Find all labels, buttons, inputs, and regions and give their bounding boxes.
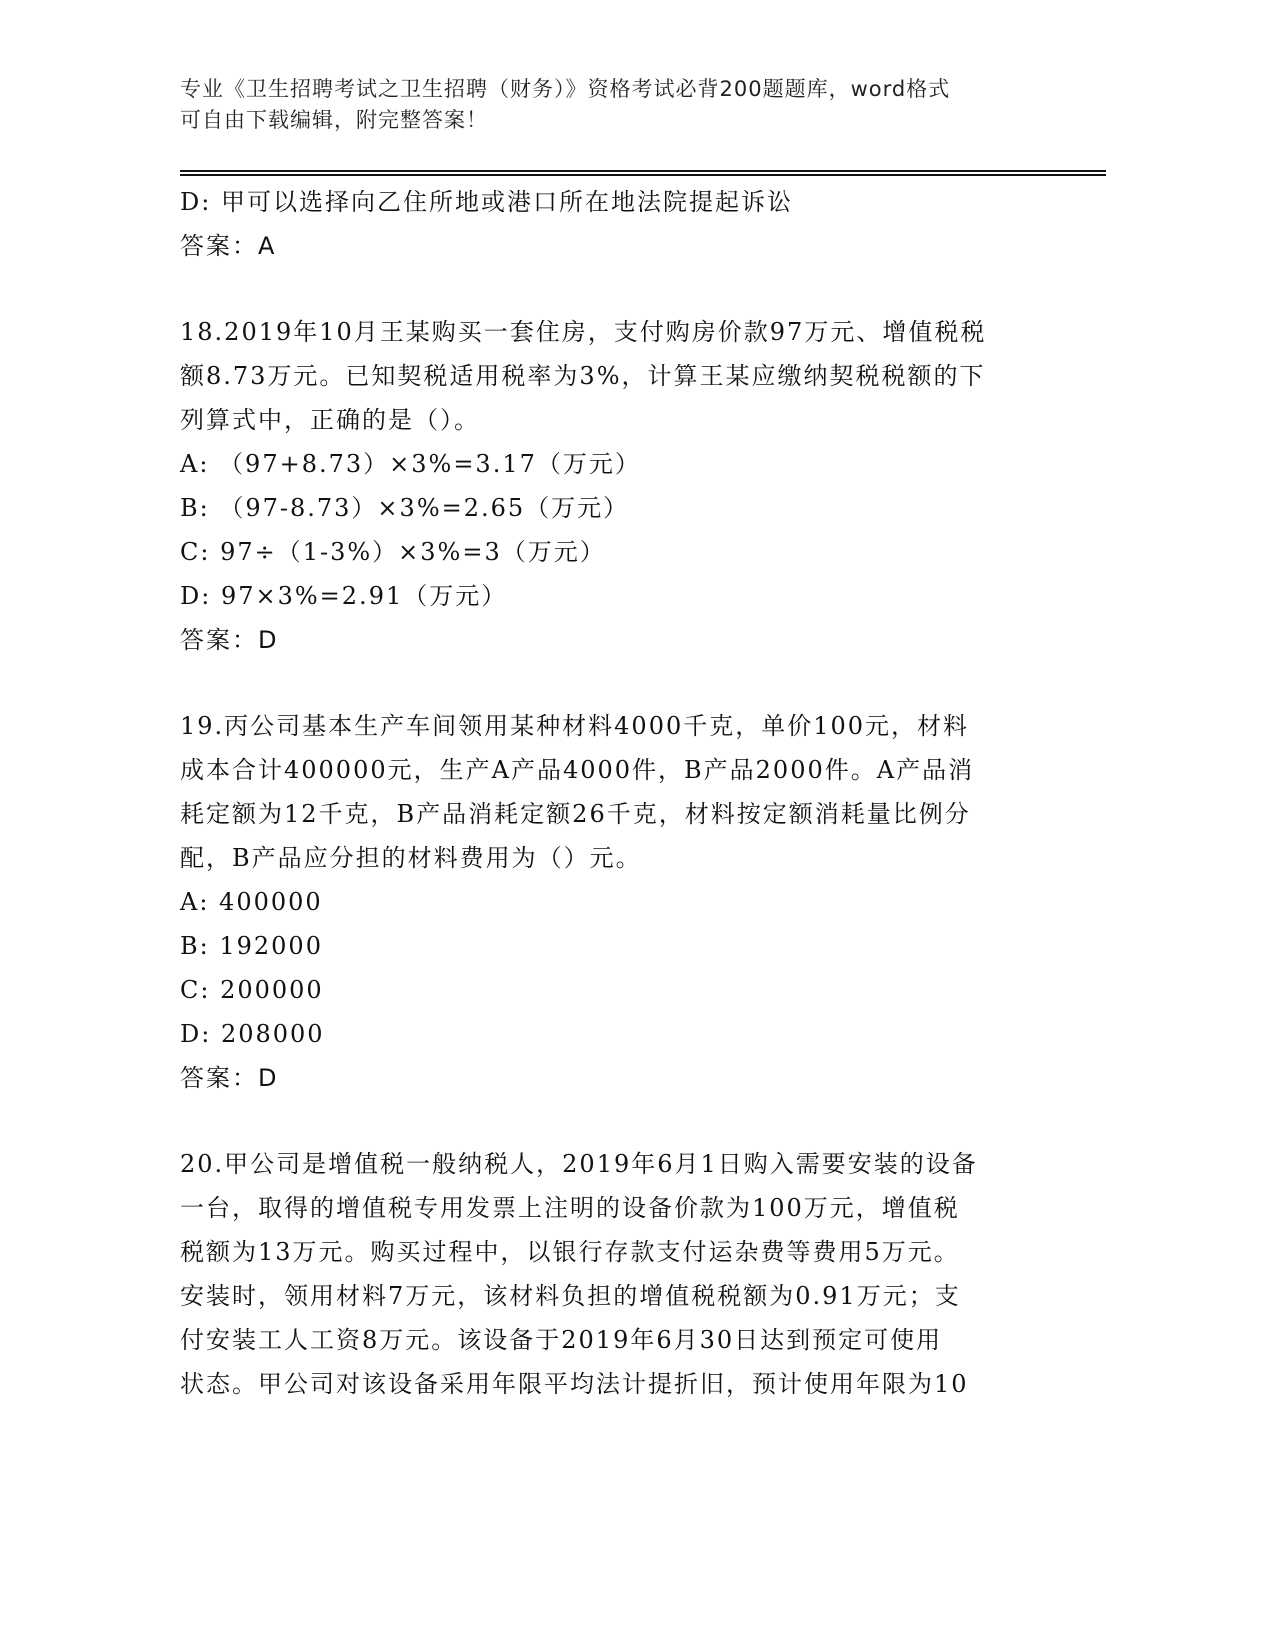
question-18 bbox=[180, 310, 1040, 662]
q20-stem-line: 20.甲公司是增值税一般纳税人，2019年6月1日购入需要安装的设备 bbox=[180, 1150, 978, 1178]
q17-option-d: D: 甲可以选择向乙住所地或港口所在地法院提起诉讼 bbox=[180, 188, 793, 216]
q20-stem-line: 税额为13万元。购买过程中，以银行存款支付运杂费等费用5万元。 bbox=[180, 1238, 960, 1266]
q19-option-c: C: 200000 bbox=[180, 976, 324, 1004]
q20-stem-line: 付安装工人工资8万元。该设备于2019年6月30日达到预定可使用 bbox=[180, 1326, 943, 1354]
q20-stem-line: 安装时，领用材料7万元，该材料负担的增值税税额为0.91万元；支 bbox=[180, 1282, 961, 1310]
header-line-2: 可自由下载编辑，附完整答案！ bbox=[180, 108, 488, 132]
spacer bbox=[180, 662, 1040, 704]
document-body bbox=[180, 180, 1040, 1406]
question-19 bbox=[180, 704, 1040, 1100]
q18-option-d: D: 97×3%=2.91（万元） bbox=[180, 582, 508, 610]
q18-stem-line: 列算式中，正确的是（）。 bbox=[180, 406, 480, 434]
q19-stem-line: 19.丙公司基本生产车间领用某种材料4000千克，单价100元，材料 bbox=[180, 712, 970, 740]
spacer bbox=[180, 268, 1040, 310]
q19-stem-line: 耗定额为12千克，B产品消耗定额26千克，材料按定额消耗量比例分 bbox=[180, 800, 971, 828]
q19-stem-line: 成本合计400000元，生产A产品4000件，B产品2000件。A产品消 bbox=[180, 756, 975, 784]
q18-option-a: A: （97+8.73）×3%=3.17（万元） bbox=[180, 450, 641, 478]
q19-option-a: A: 400000 bbox=[180, 888, 323, 916]
q19-option-d: D: 208000 bbox=[180, 1020, 325, 1048]
spacer bbox=[180, 1100, 1040, 1142]
q18-stem-line: 18.2019年10月王某购买一套住房，支付购房价款97万元、增值税税 bbox=[180, 318, 987, 346]
q19-answer: 答案：D bbox=[180, 1064, 279, 1092]
q19-option-b: B: 192000 bbox=[180, 932, 323, 960]
q20-stem-line: 状态。甲公司对该设备采用年限平均法计提折旧，预计使用年限为10 bbox=[180, 1370, 969, 1398]
question-17-tail bbox=[180, 180, 1040, 268]
q19-stem-line: 配，B产品应分担的材料费用为（）元。 bbox=[180, 844, 642, 872]
question-20 bbox=[180, 1142, 1040, 1406]
q18-option-c: C: 97÷（1-3%）×3%=3（万元） bbox=[180, 538, 606, 566]
q18-answer: 答案：D bbox=[180, 626, 279, 654]
q18-stem-line: 额8.73万元。已知契税适用税率为3%，计算王某应缴纳契税税额的下 bbox=[180, 362, 986, 390]
header-line-1: 专业《卫生招聘考试之卫生招聘（财务）》资格考试必背200题题库，word格式 bbox=[180, 77, 951, 101]
q18-option-b: B: （97-8.73）×3%=2.65（万元） bbox=[180, 494, 630, 522]
header-rule-top bbox=[180, 170, 1106, 172]
q20-stem-line: 一台，取得的增值税专用发票上注明的设备价款为100万元，增值税 bbox=[180, 1194, 960, 1222]
document-header bbox=[180, 74, 1040, 136]
q17-answer: 答案：A bbox=[180, 232, 277, 260]
header-rule-bottom bbox=[180, 174, 1106, 176]
